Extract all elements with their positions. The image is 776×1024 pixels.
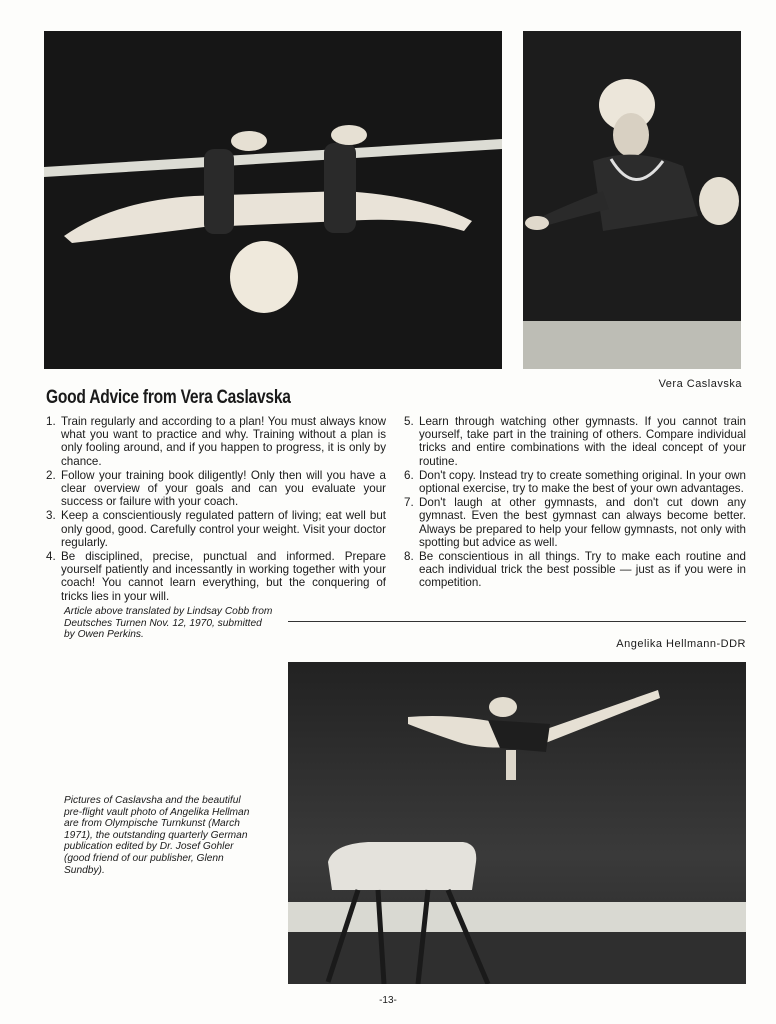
advice-number: 6. [404,468,414,482]
advice-item [404,496,746,549]
advice-number: 8. [404,550,414,564]
advice-item [404,415,746,468]
caption-vera-caslavska: Vera Caslavska [658,378,742,390]
caption-angelika-hellmann: Angelika Hellmann-DDR [616,638,746,650]
advice-list-left [46,415,386,604]
advice-number: 4. [46,550,56,564]
advice-number: 7. [404,496,414,510]
advice-text: Be conscientious in all things. Try to make each routine and each individual trick the best possible — just as if you were in competition. [419,550,746,590]
advice-text: Follow your training book diligently! Only then will you have a clear overview of your goals and can you evaluate your success or failure with your coach. [61,468,386,509]
advice-text: Learn through watching other gymnasts. If you cannot train yourself, take part in the training of others. Compare individual tricks and entire combinations with the ideal concept of your routine. [419,415,746,468]
advice-item [46,509,386,549]
advice-item [404,469,746,495]
article-title: Good Advice from Vera Caslavska [46,387,291,408]
advice-number: 2. [46,468,56,482]
advice-text: Don't laugh at other gymnasts, and don't cut down any gymnast. Even the best gymnast can always become better. Always be prepared to help your fellow gymnasts, not only with spotting but advice as well. [419,496,746,549]
photo-vera-caslavska [523,31,741,369]
advice-list-right [404,415,746,591]
advice-text: Keep a conscientiously regulated pattern of living; eat well but only good, good. Carefully control your weight. Visit your doctor regularly. [61,509,386,549]
advice-number: 1. [46,415,56,428]
photo-gymnast-on-bar [44,31,502,369]
page-number: -13- [379,995,397,1006]
advice-text: Train regularly and according to a plan! You must always know what you want to practice and why. Training without a plan is only fooling around, and if you happen to progress, it is only by chance. [61,415,386,468]
advice-text: Don't copy. Instead try to create something original. In your own optional exercise, try to make the best of your own advantages. [419,468,746,496]
divider [288,621,746,622]
translation-credit: Article above translated by Lindsay Cobb from Deutsches Turnen Nov. 12, 1970, submitted by Owen Perkins. [64,606,273,641]
advice-item [46,469,386,509]
advice-text: Be disciplined, precise, punctual and informed. Prepare yourself patiently and incessantly in working together with your coach! You cannot learn everything, but the conquering of tricks lies in your will. [61,550,386,603]
advice-item [46,415,386,468]
photo-angelika-vault [288,662,746,984]
advice-number: 3. [46,509,56,523]
advice-item [46,550,386,603]
advice-number: 5. [404,415,414,428]
picture-credit: Pictures of Caslavsha and the beautiful pre-flight vault photo of Angelika Hellman are from Olympische Turnkunst (March 1971), the outstanding quarterly German publication edited by Dr. Josef Gohler (good friend of our publisher, Glenn Sundby). [64,795,250,876]
advice-item [404,550,746,590]
